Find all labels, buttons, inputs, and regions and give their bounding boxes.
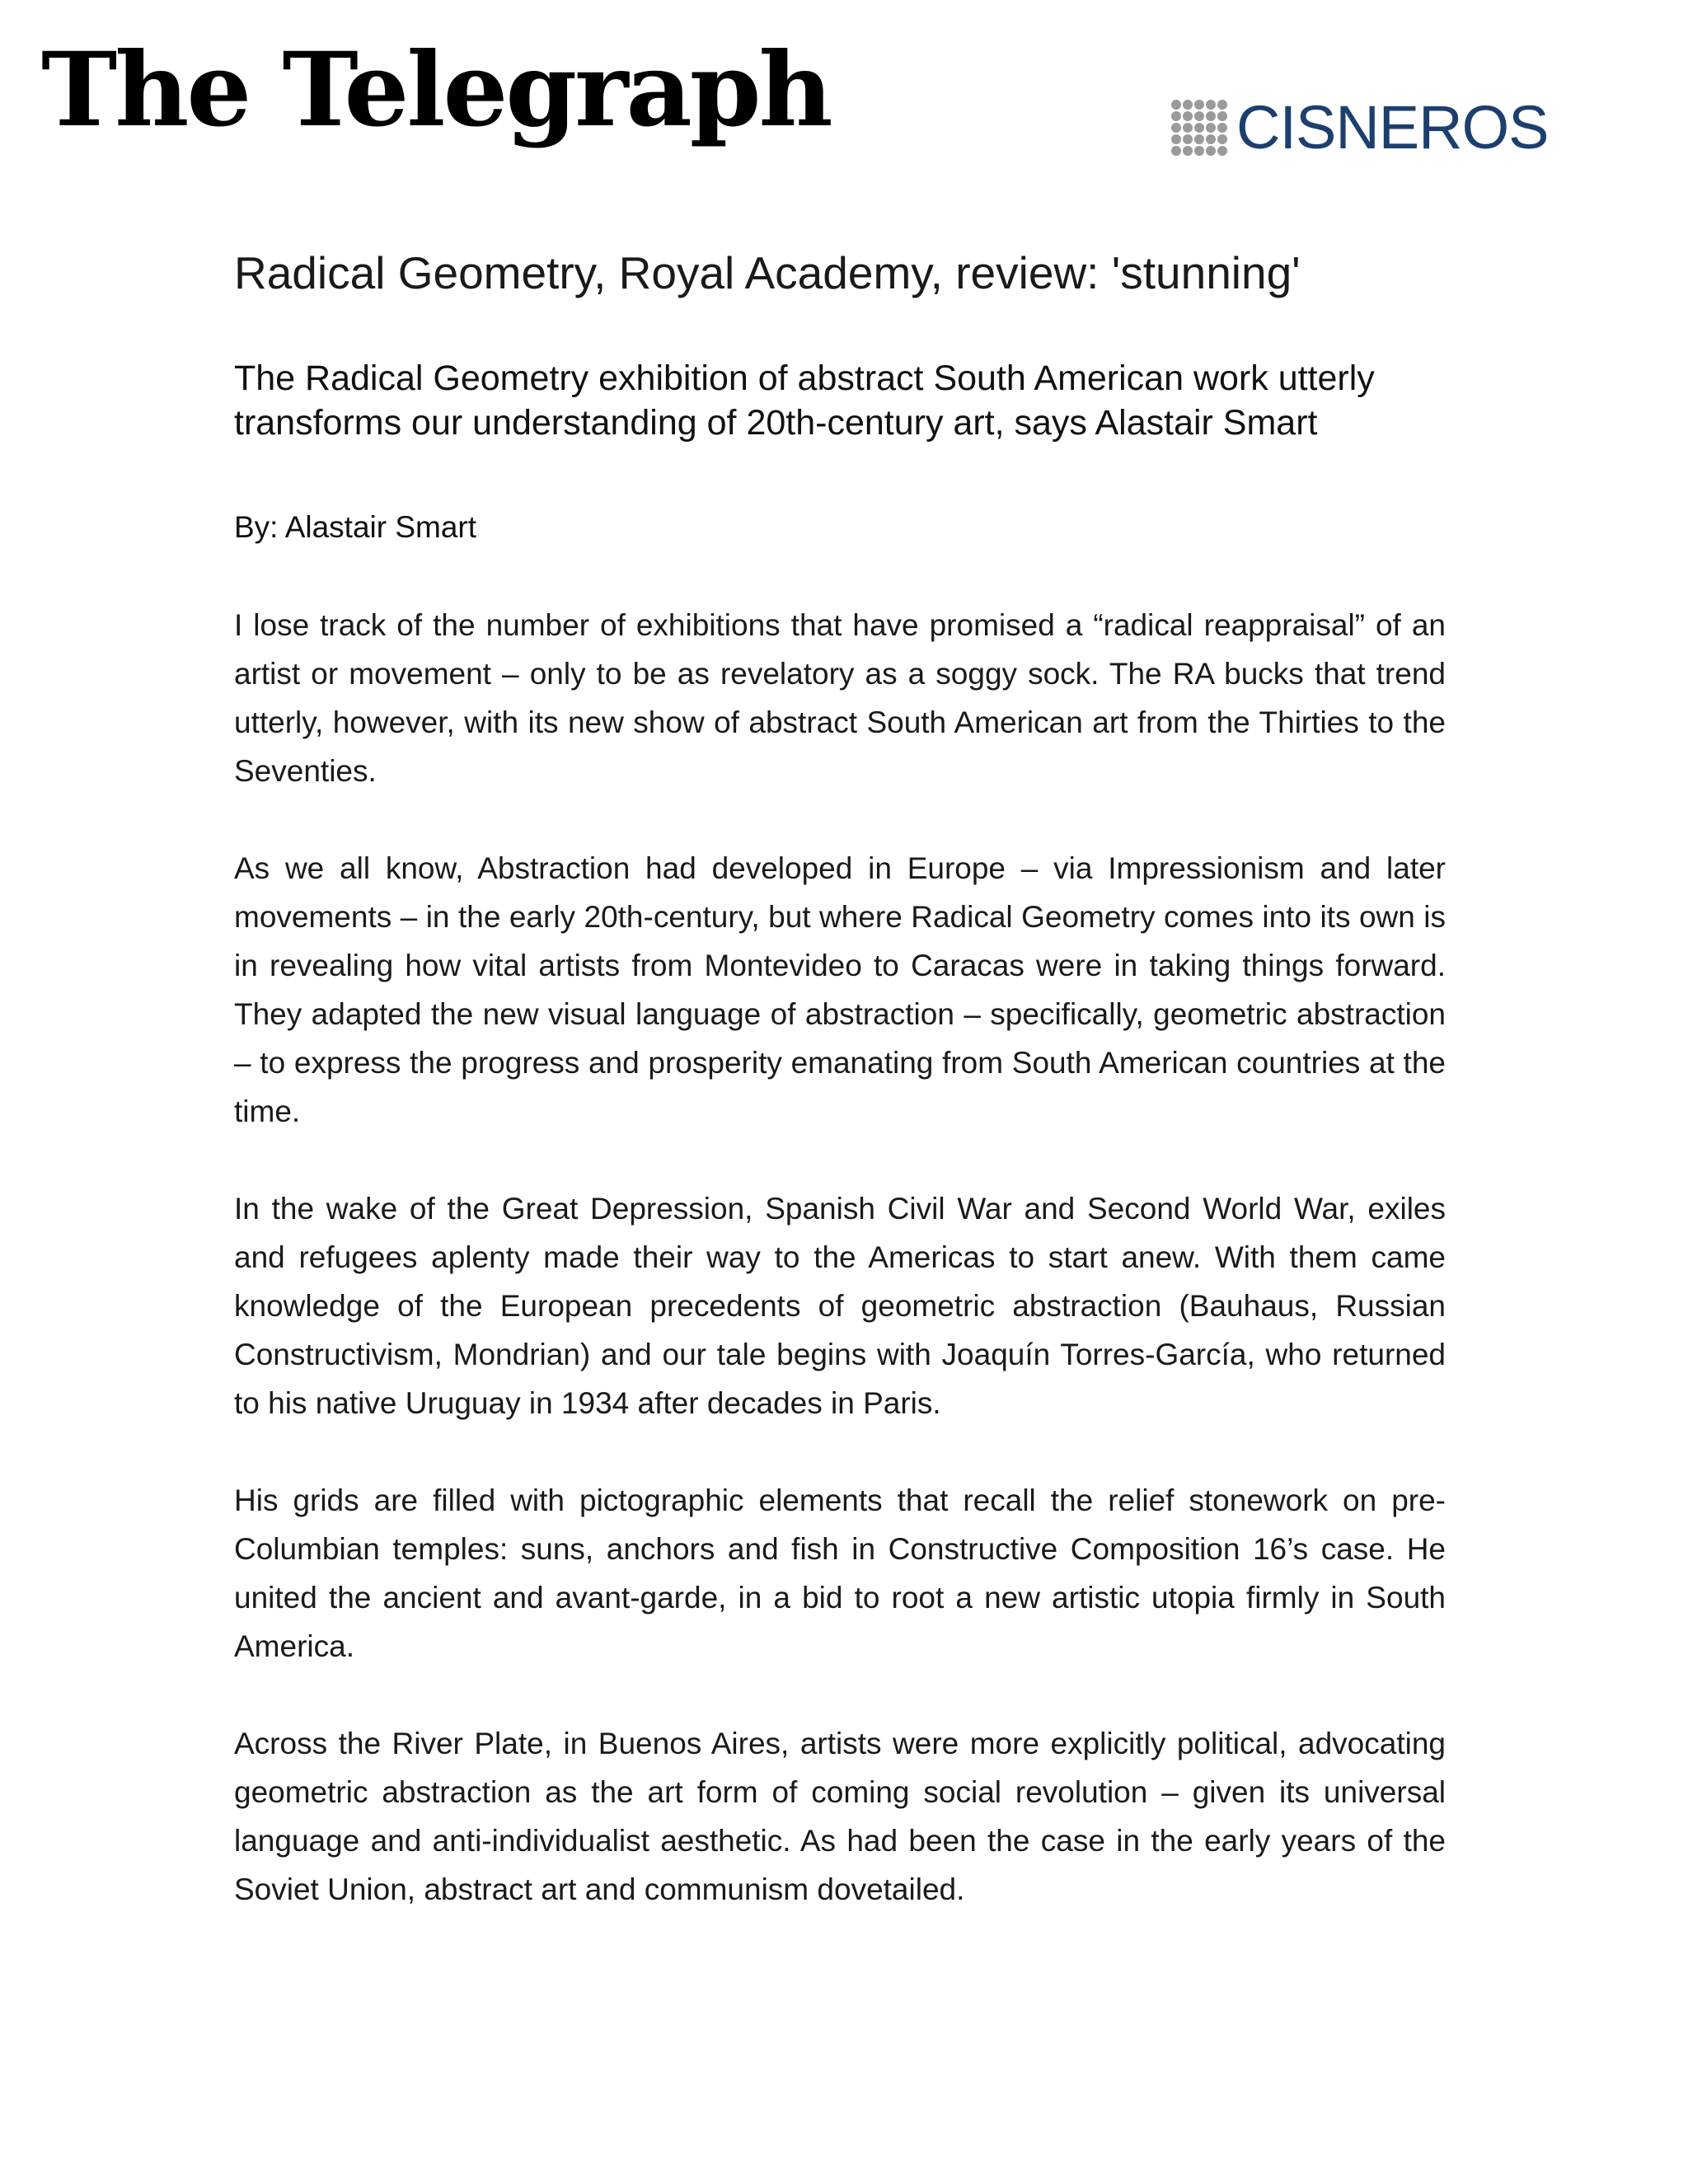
partner-logo: [1169, 93, 1549, 162]
diamond-grid-icon: [1169, 97, 1230, 158]
body-paragraph: As we all know, Abstraction had developed in Europe – via Impressionism and later movements – in the early 20th-century, but where Radical Geometry comes into its own is in revealing how vital artists from Montevideo to Caracas were in taking things forward. They adapted the new visual language of abstraction – specifically, geometric abstraction – to express the progress and prosperity emanating from South American countries at the time.: [234, 851, 1446, 1128]
body-paragraph: His grids are filled with pictographic elements that recall the relief stonework on pre-Columbian temples: suns, anchors and fish in Constructive Composition 16’s case. He united the ancient and avant-garde, in a bid to root a new artistic utopia firmly in South America.: [234, 1483, 1446, 1663]
body-paragraph: Across the River Plate, in Buenos Aires, artists were more explicitly political, advocating geometric abstraction as the art form of coming social revolution – given its universal language and anti-individualist aesthetic. As had been the case in the early years of the Soviet Union, abstract art and communism dovetailed.: [234, 1726, 1446, 1906]
body-paragraph: I lose track of the number of exhibitions that have promised a “radical reappraisal” of an artist or movement – only to be as revelatory as a soggy sock. The RA bucks that trend utterly, however, with its new show of abstract South American art from the Thirties to the Seventies.: [234, 607, 1446, 788]
partner-name: CISNEROS: [1236, 93, 1549, 162]
article: [234, 247, 1446, 1914]
article-standfirst: The Radical Geometry exhibition of abstract South American work utterly transforms our understanding of 20th-century art, says Alastair Smart: [234, 359, 1375, 443]
publication-masthead: The Telegraph: [41, 30, 831, 150]
article-headline: Radical Geometry, Royal Academy, review: 'stunning': [234, 247, 1301, 298]
body-paragraph: In the wake of the Great Depression, Spanish Civil War and Second World War, exiles and refugees aplenty made their way to the Americas to start anew. With them came knowledge of the European precedents of geometric abstraction (Bauhaus, Russian Constructivism, Mondrian) and our tale begins with Joaquín Torres-García, who returned to his native Uruguay in 1934 after decades in Paris.: [234, 1191, 1446, 1420]
article-byline: By: Alastair Smart: [234, 509, 477, 544]
